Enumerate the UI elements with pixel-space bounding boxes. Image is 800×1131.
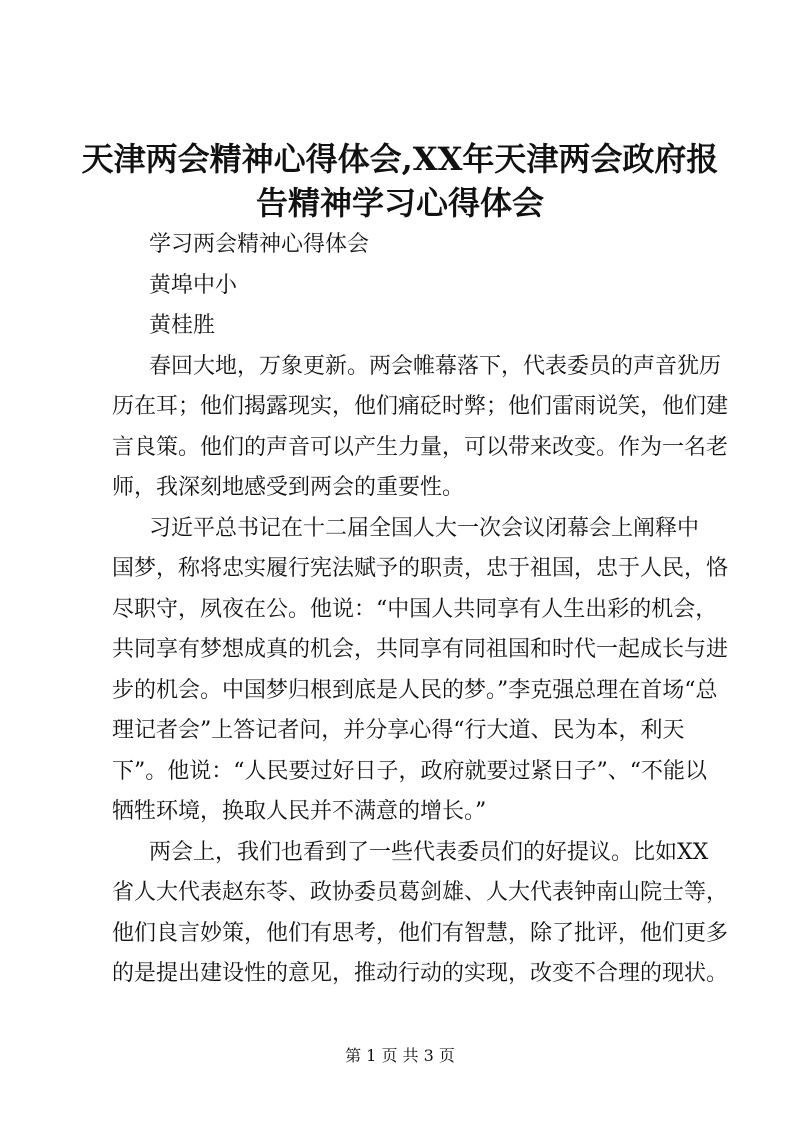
page-footer: 第 1 页 共 3 页: [345, 1046, 455, 1065]
paragraph-2-line-4: 共同享有梦想成真的机会，共同享有同祖国和时代一起成长与进: [112, 637, 729, 662]
paragraph-2: [112, 509, 729, 833]
paragraph-1-line-1: 春回大地，万象更新。两会帷幕落下，代表委员的声音犹历: [149, 353, 722, 379]
document-title: [80, 137, 720, 225]
paragraph-3-line-4: 的是提出建设性的意见，推动行动的实现，改变不合理的现状。: [112, 961, 729, 986]
paragraph-1-line-4: 师，我深刻地感受到两会的重要性。: [112, 475, 465, 500]
paragraph-2-line-6: 理记者会”上答记者问，并分享心得“行大道、民为本，利天: [112, 718, 685, 743]
paragraph-2-line-3: 尽职守，夙夜在公。他说：“中国人共同享有人生出彩的机会，: [112, 596, 718, 622]
subtitle: 学习两会精神心得体会: [149, 232, 370, 257]
paragraph-1: [112, 347, 729, 509]
author-name: 黄桂胜: [149, 313, 216, 338]
document-body: [112, 225, 729, 995]
paragraph-2-line-8: 牺牲环境，换取人民并不满意的增长。”: [112, 799, 487, 824]
paragraph-3-line-1: 两会上，我们也看到了一些代表委员们的好提议。比如XX: [149, 839, 709, 865]
paragraph-3: [112, 833, 729, 995]
paragraph-3-line-2: 省人大代表赵东苓、政协委员葛剑雄、人大代表钟南山院士等，: [112, 880, 729, 905]
paragraph-2-line-7: 下”。他说：“人民要过好日子，政府就要过紧日子”、“不能以: [112, 758, 707, 784]
paragraph-2-line-1: 习近平总书记在十二届全国人大一次会议闭幕会上阐释中: [149, 515, 700, 541]
paragraph-3-line-3: 他们良言妙策，他们有思考，他们有智慧，除了批评，他们更多: [112, 920, 729, 946]
school-name: 黄埠中小: [149, 272, 238, 298]
paragraph-2-line-5: 步的机会。中国梦归根到底是人民的梦。”李克强总理在首场“总: [112, 677, 718, 703]
title-line-2: 告精神学习心得体会: [255, 184, 544, 222]
paragraph-1-line-3: 言良策。他们的声音可以产生力量，可以带来改变。作为一名老: [112, 434, 729, 460]
paragraph-2-line-2: 国梦，称将忠实履行宪法赋予的职责，忠于祖国，忠于人民，恪: [112, 556, 729, 581]
paragraph-1-line-2: 历在耳；他们揭露现实，他们痛砭时弊；他们雷雨说笑，他们建: [112, 394, 729, 419]
title-line-1: 天津两会精神心得体会,XX年天津两会政府报: [81, 140, 719, 178]
